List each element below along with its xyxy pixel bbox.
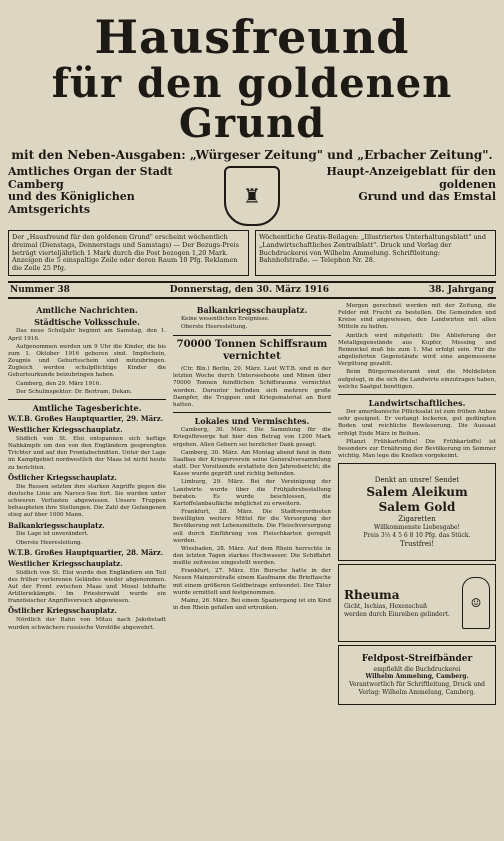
headline: 70000 Tonnen Schiffsraum vernichtet [176, 338, 328, 363]
man-figure-icon: ☺ [462, 577, 490, 629]
divider [338, 394, 496, 395]
issue-year: 38. Jahrgang [428, 285, 494, 295]
article-text: Oberste Heeresleitung. [16, 539, 83, 546]
article-text: Camberg, 30. März. Am Montag abend fand in dem Saalbau der Kriegerverein seine Generalversammlung statt. Der Vorsitzende erstattete den Jahresbericht; die Kasse wurde geprüft und richtig befunden. [173, 449, 331, 478]
article-heading: Westlicher Kriegsschauplatz. [8, 558, 123, 568]
article-heading: Balkankriegsschauplatz. [196, 305, 308, 315]
section-heading: Amtliche Tagesberichte. [32, 402, 142, 413]
article-text: Frankfurt, 28. März. Die Stadtverordneten bewilligten weitere Mittel für die Versorgung der Bevölkerung mit Lebensmitteln. Die Fleischversorgung soll durch Einführung von Fleischkarten geregelt werden. [173, 509, 331, 544]
ad-text: Trustfrei! [399, 539, 435, 548]
divider [173, 412, 331, 413]
ad-text: Zigaretten [398, 515, 436, 524]
article-text: Die Lage ist unverändert. [16, 531, 89, 538]
organ-right: Haupt-Anzeigeblatt für den goldenen Grund und das Emstal [326, 165, 496, 204]
article-text: Südlich von St. Eloi wurde den Engländern ein Teil des früher verlorenen Geländes wieder abgenommen. Auf der Front zwischen Maas und Mosel lebhafte Artilleriekämpfe. Im Priesterwald wurde ein französischer Angriffsversuch abgewiesen. [8, 569, 166, 605]
article-text: Südlich von St. Eloi entspannen sich heftige Nahkämpfe um den von den Engländern gesprengten Trichter und auf den Frontabschnitten. Unter der Lage im Kampfgebiet nordwestlich der Maas ist nicht heute zu berichten. [8, 436, 166, 471]
ad-text: Preis 3½ 4 5 6 8 10 Pfg. das Stück. [363, 532, 471, 540]
article-heading: W.T.B. Großes Hauptquartier, 29. März. [8, 414, 164, 424]
ad-brand: Salem Gold [378, 500, 456, 515]
ad-text: empfiehlt die Buchdruckerei [373, 665, 461, 673]
article-text: Camberg, den 29. März 1916. [16, 380, 102, 387]
issue-bar [8, 281, 496, 299]
article-text: Beim Bürgermeisteramt sind die Meldelisten aufgelegt, in die sich die Landwirte einzutragen haben, welche Saatgut benötigen. [338, 369, 496, 390]
masthead-title: Hausfreund [94, 10, 410, 64]
article-text: Aufgenommen werden um 9 Uhr die Kinder, die bis zum 1. Oktober 1916 geboren sind. Impfschein, Zeugnis und Geburtsschein sind mitzubringen. Zugleich werden schulpflichtige Kinder die Geburtsurkunde beizubringen haben. [8, 343, 166, 379]
article-text: Der amerikanische Pflücksalat ist zum frühen Anbau sehr geeignet. Er verlangt lockeren, gut gedüngten Boden und reichliche Bewässerung. Die Aussaat erfolgt Ende März in Reihen. [338, 409, 496, 437]
section-heading: Landwirtschaftliches. [368, 397, 466, 408]
organ-left: Amtliches Organ der Stadt Camberg und des Königlichen Amtsgerichts [8, 165, 173, 216]
ad-text: werden durch Einreiben gelindert. [344, 610, 450, 618]
masthead-title-line2: für den goldenen Grund [51, 60, 453, 147]
article-heading: Balkankriegsschauplatz. [8, 520, 105, 530]
article-text: Mainz, 26. März. Bei einem Spaziergang ist ein Kind in den Rhein gefallen und ertrunken. [173, 597, 331, 612]
feldpost-advertisement [338, 645, 496, 705]
ad-text: Wilhelm Ammelung, Camberg. [365, 673, 469, 681]
divider [8, 399, 166, 400]
issue-date: Donnerstag, den 30. März 1916 [169, 285, 330, 295]
cigarette-advertisement [338, 463, 496, 561]
article-text: Der Schulinspektor: Dr. Bertram, Dekan. [16, 388, 132, 395]
article-text: Amtlich wird mitgeteilt: Die Ablieferung der Metallgegenstände aus Kupfer, Messing und Reinnickel muß bis zum 1. Mai erfolgt sein. Für die abgelieferten Gegenstände wird eine angemessene Vergütung gezahlt. [338, 332, 496, 368]
rheuma-advertisement [338, 564, 496, 642]
issue-number: Nummer 38 [10, 285, 70, 295]
ad-brand: Salem Aleikum [366, 484, 468, 499]
ad-footer: Verantwortlich für Schriftleitung, Druck und Verlag: Wilhelm Ammelung, Camberg. [349, 680, 485, 696]
article-columns [8, 303, 496, 841]
organ-row [8, 166, 496, 226]
article-text: Morgen gerechnet werden mit der Zeitung, die Felder mit Frucht zu bestellen. Die Gemeinden und Kreise sind angewiesen, den Landwirten mit allen Mitteln zu helfen. [338, 303, 496, 331]
column-2 [173, 303, 331, 841]
section-heading: Lokales und Vermischtes. [194, 416, 310, 427]
article-text: Keine wesentlichen Ereignisse. [181, 316, 270, 323]
subscription-info: Der „Hausfreund für den goldenen Grund" erscheint wöchentlich dreimal (Dienstags, Donnerstags und Samstags) — Der Bezugs-Preis beträgt vierteljährlich 1 Mark durch die Post bezogen 1,20 Mark. Anzeigen die 5 einspaltige Zeile oder deren Raum 10 Pfg. Reklamen die Zeile 25 Pfg. [8, 230, 249, 276]
article-heading: Östlicher Kriegsschauplatz. [8, 472, 117, 482]
article-text: Das neue Schuljahr beginnt am Samstag, den 1. April 1916. [8, 328, 166, 342]
article-text: Oberste Heeresleitung. [181, 324, 248, 331]
castle-crest-icon: ♜ [224, 166, 280, 226]
article-text: Nördlich der Bahn von Mitau nach Jakobstadt wurden schwächere russische Vorstöße abgewehrt. [8, 617, 166, 631]
article-heading: Westlicher Kriegsschauplatz. [8, 425, 123, 435]
article-text: Wiesbaden, 28. März. Auf dem Rhein herrschte in den letzten Tagen starkes Hochwasser. Die Schiffahrt mußte zeitweise eingestellt werden. [173, 545, 331, 567]
article-heading: Östlicher Kriegsschauplatz. [8, 606, 117, 616]
article-text: Camberg, 30. März. Die Sammlung für die Kriegsfürsorge hat hier den Betrag von 1200 Mark ergeben. Allen Gebern sei herzlicher Dank gesagt. [173, 427, 331, 448]
info-row [8, 230, 496, 276]
section-heading: Amtliche Nachrichten. [36, 305, 138, 315]
article-heading: Städtische Volksschule. [34, 317, 140, 328]
publisher-info: Wöchentliche Gratis-Beilagen: „Illustriertes Unterhaltungsblatt" und „Landwirtschaftliches Zentralblatt". Druck und Verlag der Buchdruckerei von Wilhelm Ammelung. Schriftleitung: Bahnhofstraße. — Telephon Nr. 28. [255, 230, 496, 276]
article-text: Limburg, 29. März. Bei der Vereinigung der Landwirte wurde über die Frühjahrsbestellung beraten. Es wurde beschlossen, die Kartoffelanbaufläche möglichst zu erweitern. [173, 479, 331, 507]
article-text: Frankfurt, 27. März. Ein Bursche hatte in der Neuen Mainzerstraße einem Kaufmann die Brieftasche mit einem größeren Geldbetrage entwendet. Der Täter wurde ermittelt und festgenommen. [173, 568, 331, 596]
ad-text: Gicht, Ischias, Hexenschuß [344, 603, 427, 611]
masthead-subtitle: mit den Neben-Ausgaben: „Würgeser Zeitung" und „Erbacher Zeitung". [11, 148, 493, 162]
article-text: (Ctr. Bln.) Berlin, 29. März. Laut W.T.B. sind in der letzten Woche durch Unterseeboote und Minen über 70000 Tonnen feindlichen Schiffsraums vernichtet worden. Darunter befinden sich mehrere große Dampfer, die Truppen und Kriegsmaterial an Bord hatten. [173, 366, 331, 408]
ad-text: Willkommenste Liebesgabe! [374, 524, 460, 532]
article-heading: W.T.B. Großes Hauptquartier, 28. März. [8, 547, 164, 557]
article-text: Die Russen setzten ihre starken Angriffe gegen die deutsche Linie am Narocz-See fort. Sie wurden unter schweren Verlusten abgewiesen. Unsere Truppen behaupteten ihre Stellungen. Die Zahl der Gefangenen stieg auf über 1000 Mann. [8, 483, 166, 519]
ad-title: Feldpost-Streifbänder [361, 654, 473, 665]
column-1 [8, 303, 166, 841]
article-text: Pflanzt Frühkartoffeln! Die Frühkartoffel ist besonders zur Ernährung der Bevölkerung im Sommer wichtig. Man lege die Knollen vorgekeimt. [338, 438, 496, 460]
ad-title: Rheuma [344, 587, 400, 602]
divider [173, 335, 331, 336]
ad-text: Denkt an unsre! Sendet [374, 475, 460, 484]
column-3 [338, 303, 496, 841]
